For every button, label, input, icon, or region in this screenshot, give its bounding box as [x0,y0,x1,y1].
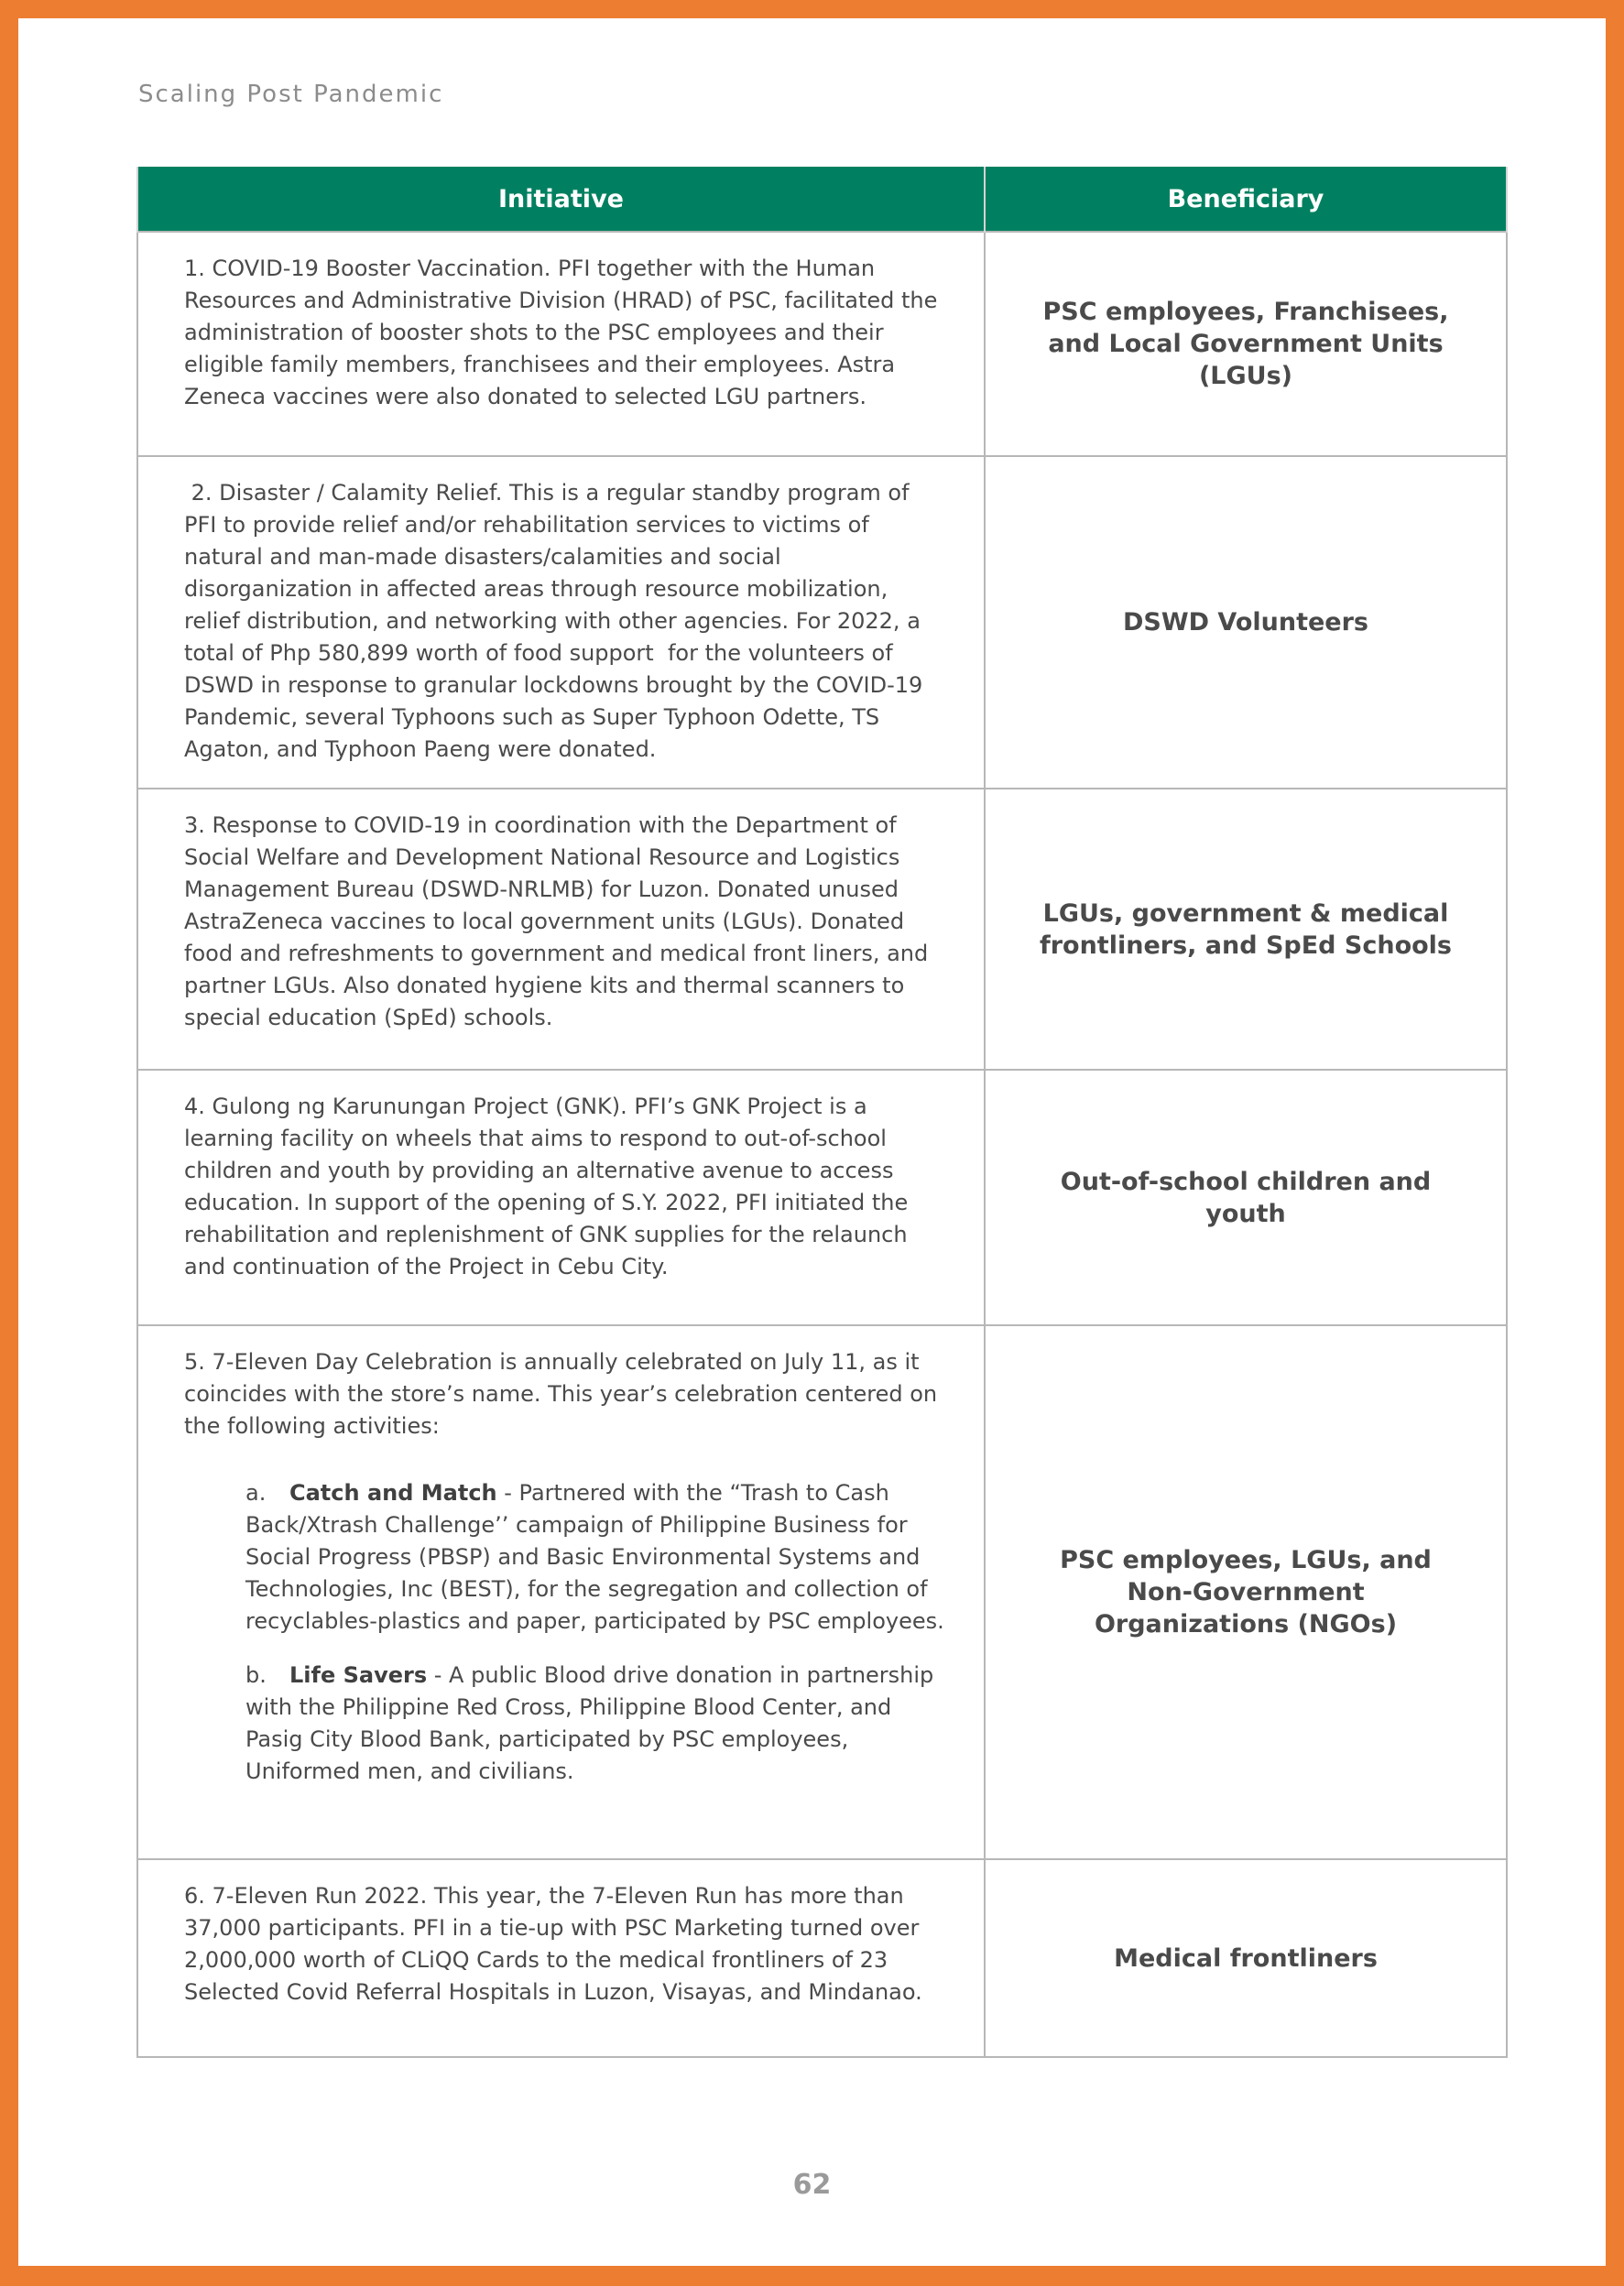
table-row [137,1070,1507,1325]
beneficiary-cell: LGUs, government & medical frontliners, and SpEd Schools [985,789,1507,1070]
initiative-cell: 1. COVID-19 Booster Vaccination. PFI together with the Human Resources and Administrative Division (HRAD) of PSC, facilitated the administration of booster shots to the PSC employees and their eligible family members, franchisees and their employees. Astra Zeneca vaccines were also donated to selected LGU partners. [137,232,985,456]
page-number: 62 [792,2169,832,2201]
subitem-title: Life Savers [289,1662,428,1688]
subitem-catch-and-match [245,1477,947,1638]
subitem-life-savers [245,1660,947,1788]
subitem-marker: a. [245,1480,267,1506]
beneficiary-column-header: Beneficiary [985,167,1507,232]
initiative-column-header: Initiative [137,167,985,232]
running-header: Scaling Post Pandemic [138,81,444,108]
table-header-row [137,167,1507,232]
beneficiary-cell: Medical frontliners [985,1859,1507,2057]
subitem-text: - Partnered with the “Trash to Cash Back/Xtrash Challenge’’ campaign of Philippine Business for Social Progress (PBSP) and Basic Environmental Systems and Technologies, Inc (BEST), for the segregation and collection of recyclables-plastics and paper, participated by PSC employees. [245,1480,944,1634]
initiative-cell: 6. 7-Eleven Run 2022. This year, the 7-Eleven Run has more than 37,000 participants. PFI in a tie-up with PSC Marketing turned over 2,000,000 worth of CLiQQ Cards to the medical frontliners of 23 Selected Covid Referral Hospitals in Luzon, Visayas, and Mindanao. [137,1859,985,2057]
beneficiary-cell: PSC employees, Franchisees, and Local Government Units (LGUs) [985,232,1507,456]
subitem-text: - A public Blood drive donation in partnership with the Philippine Red Cross, Philippine Blood Center, and Pasig City Blood Bank, participated by PSC employees, Uniformed men, and civilians. [245,1662,934,1784]
beneficiary-cell: Out-of-school children and youth [985,1070,1507,1325]
initiative-cell: 3. Response to COVID-19 in coordination with the Department of Social Welfare and Development National Resource and Logistics Management Bureau (DSWD-NRLMB) for Luzon. Donated unused AstraZeneca vaccines to local government units (LGUs). Donated food and refreshments to government and medical front liners, and partner LGUs. Also donated hygiene kits and thermal scanners to special education (SpEd) schools. [137,789,985,1070]
initiatives-table [136,167,1508,2058]
page [18,18,1606,2266]
initiative-cell: 2. Disaster / Calamity Relief. This is a regular standby program of PFI to provide relief and/or rehabilitation services to victims of natural and man-made disasters/calamities and social disorganization in affected areas through resource mobilization, relief distribution, and networking with other agencies. For 2022, a total of Php 580,899 worth of food support for the volunteers of DSWD in response to granular lockdowns brought by the COVID-19 Pandemic, several Typhoons such as Super Typhoon Odette, TS Agaton, and Typhoon Paeng were donated. [137,456,985,789]
beneficiary-cell: PSC employees, LGUs, and Non-Government Organizations (NGOs) [985,1325,1507,1859]
subitem-title: Catch and Match [289,1480,497,1506]
beneficiary-cell: DSWD Volunteers [985,456,1507,789]
initiative-cell [137,1325,985,1859]
table-row [137,1325,1507,1859]
initiative-cell: 4. Gulong ng Karunungan Project (GNK). PFI’s GNK Project is a learning facility on wheels that aims to respond to out-of-school children and youth by providing an alternative avenue to access education. In support of the opening of S.Y. 2022, PFI initiated the rehabilitation and replenishment of GNK supplies for the relaunch and continuation of the Project in Cebu City. [137,1070,985,1325]
initiative-intro: 5. 7-Eleven Day Celebration is annually celebrated on July 11, as it coincides with the store’s name. This year’s celebration centered on the following activities: [184,1349,938,1439]
subitem-marker: b. [245,1662,267,1688]
table-row [137,456,1507,789]
table-row [137,232,1507,456]
table-row [137,1859,1507,2057]
table-row [137,789,1507,1070]
